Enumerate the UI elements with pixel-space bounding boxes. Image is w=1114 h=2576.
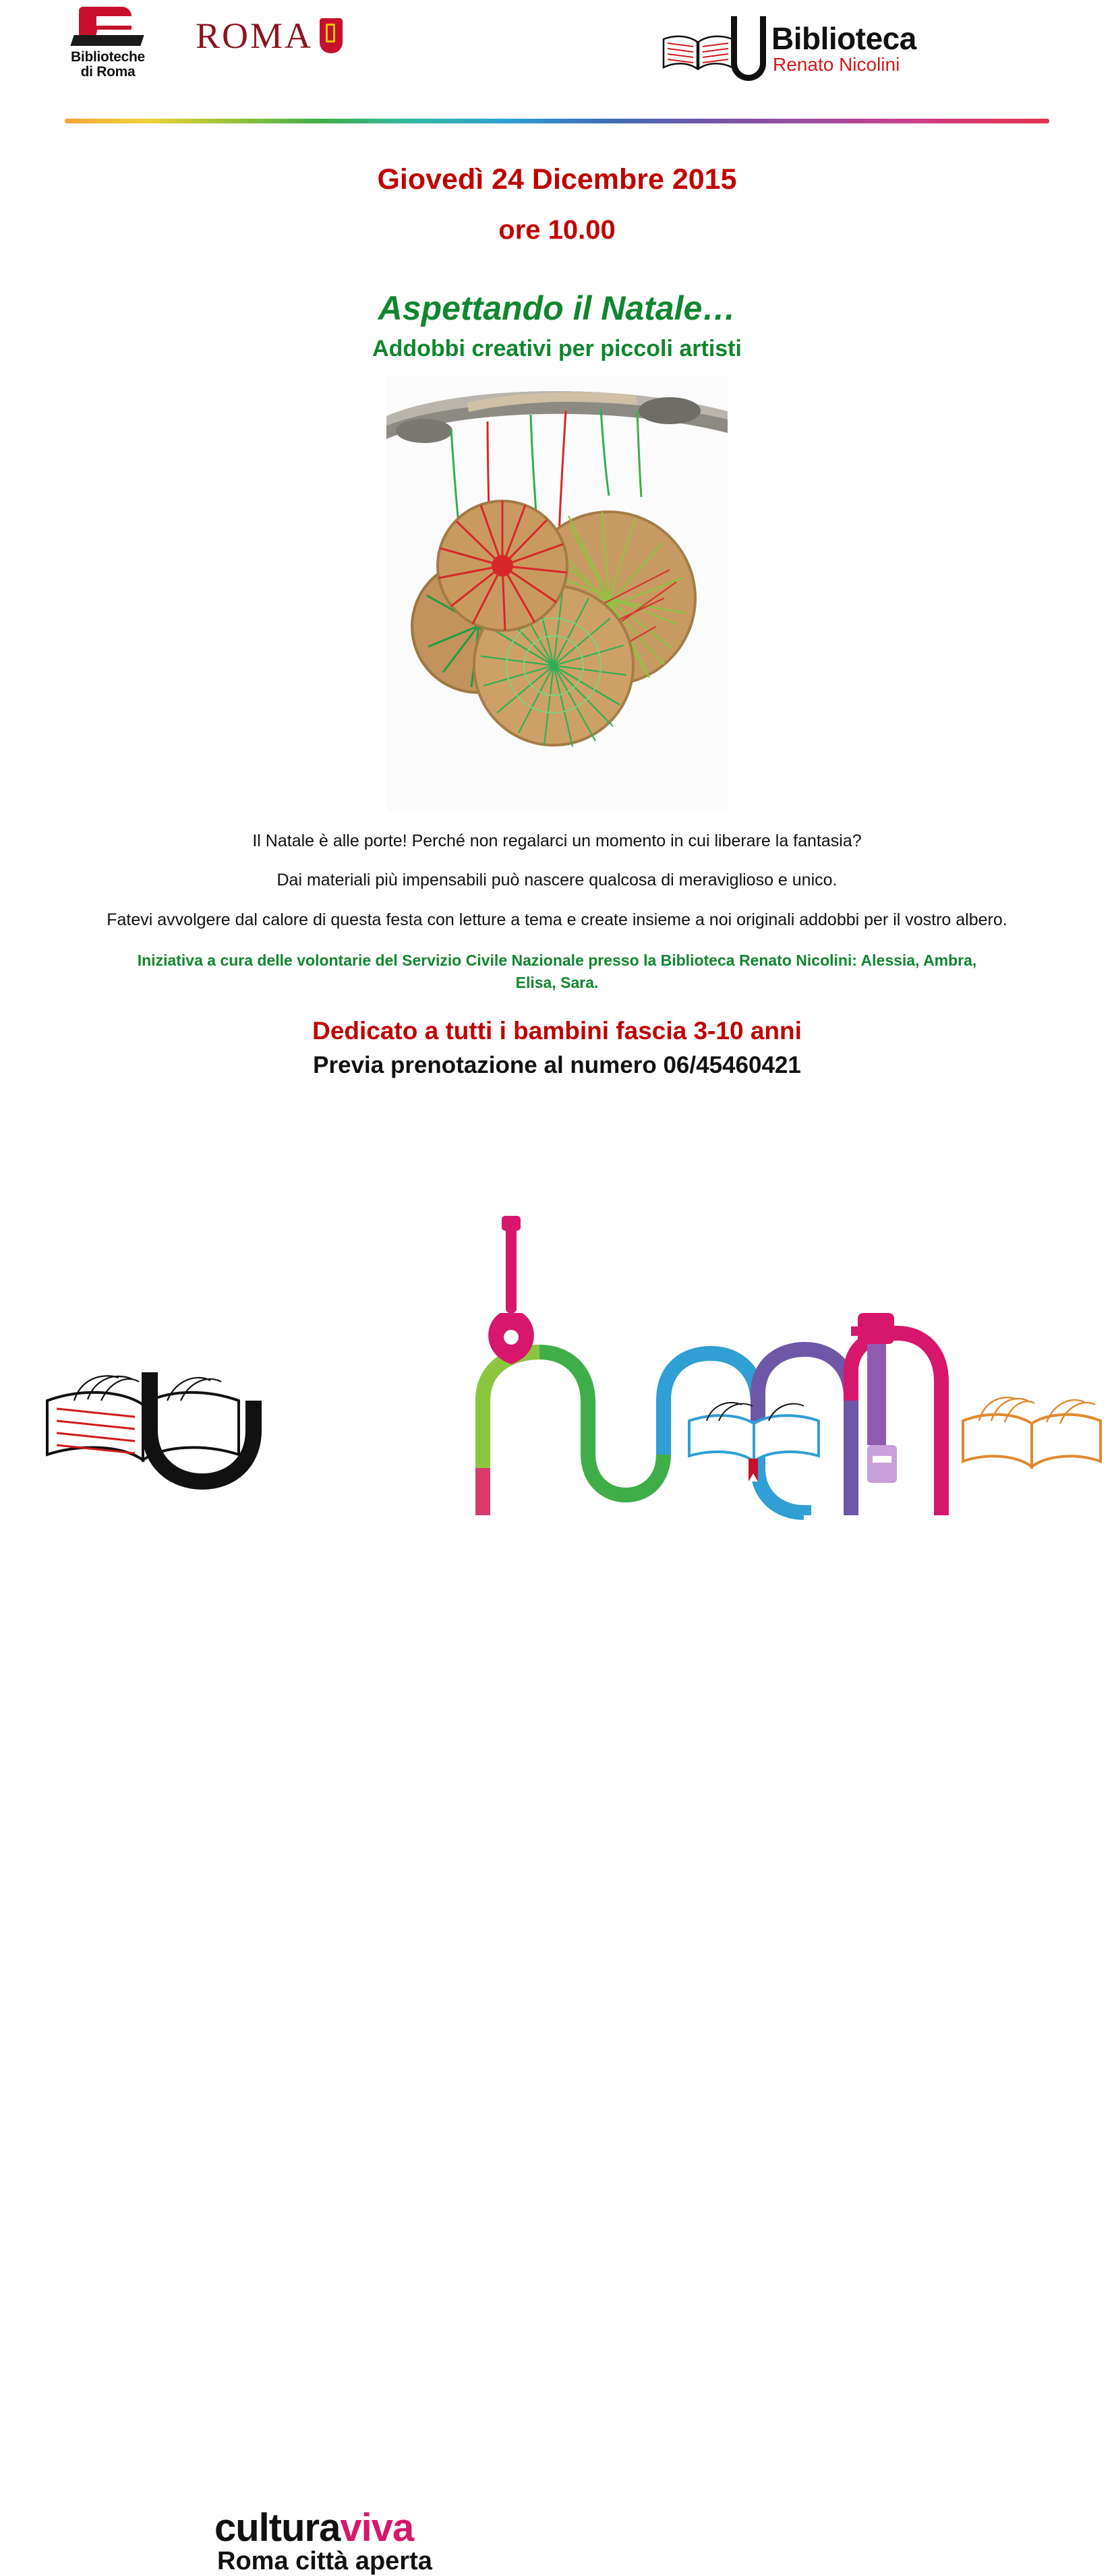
organizer-credit: Iniziativa a cura delle volontarie del Servizio Civile Nazionale presso la Biblioteca Renato Nicolini: Alessia, Ambra, Elisa, Sara. (137, 951, 977, 992)
library-subtitle: Renato Nicolini (773, 54, 900, 75)
biblioteche-logo-line2: di Roma (80, 64, 136, 80)
open-book-icon (661, 28, 735, 73)
event-title: Aspettando il Natale… (378, 289, 736, 327)
culturaviva-word-cultura: cultura (214, 2506, 341, 2550)
roma-logo (196, 15, 343, 57)
event-date: Giovedì 24 Dicembre 2015 (377, 163, 737, 196)
body-paragraph-2: Dai materiali più impensabili può nascere qualcosa di meraviglioso e unico. (276, 871, 838, 890)
biblioteca-renato-nicolini-logo (661, 9, 971, 90)
body-paragraph-1: Il Natale è alle porte! Perché non regalarci un momento in cui liberare la fantasia? (252, 831, 862, 850)
guitar-icon (488, 1216, 534, 1364)
biblioteche-logo-line1: Biblioteche (71, 49, 145, 65)
roma-wordmark: ROMA (196, 16, 314, 56)
booking-note: Previa prenotazione al numero 06/45460421 (313, 1052, 801, 1079)
culturaviva-word-viva: viva (340, 2506, 414, 2550)
biblioteche-di-roma-logo (47, 5, 169, 80)
culturaviva-footer (0, 1198, 1114, 2575)
culturaviva-tagline: Roma città aperta (217, 2547, 432, 2575)
open-book-icon (69, 5, 147, 47)
library-name: Biblioteca (771, 21, 916, 56)
culturaviva-wordmark (214, 2505, 413, 2550)
christmas-ornaments-photo (386, 376, 728, 811)
book-fan-icon (963, 1397, 1101, 1467)
culturaviva-hook-icon (731, 16, 766, 81)
event-time: ore 10.00 (498, 215, 616, 245)
audience-note: Dedicato a tutti i bambini fascia 3-10 anni (312, 1017, 802, 1045)
roma-shield-icon (320, 18, 343, 53)
body-paragraph-3: Fatevi avvolgere dal calore di questa festa con letture a tema e create insieme a noi originali addobbi per il vostro albero. (107, 910, 1007, 929)
event-subtitle: Addobbi creativi per piccoli artisti (372, 336, 742, 361)
poster-content (0, 163, 1114, 1079)
rainbow-divider (65, 119, 1049, 123)
page-header (0, 0, 1114, 115)
